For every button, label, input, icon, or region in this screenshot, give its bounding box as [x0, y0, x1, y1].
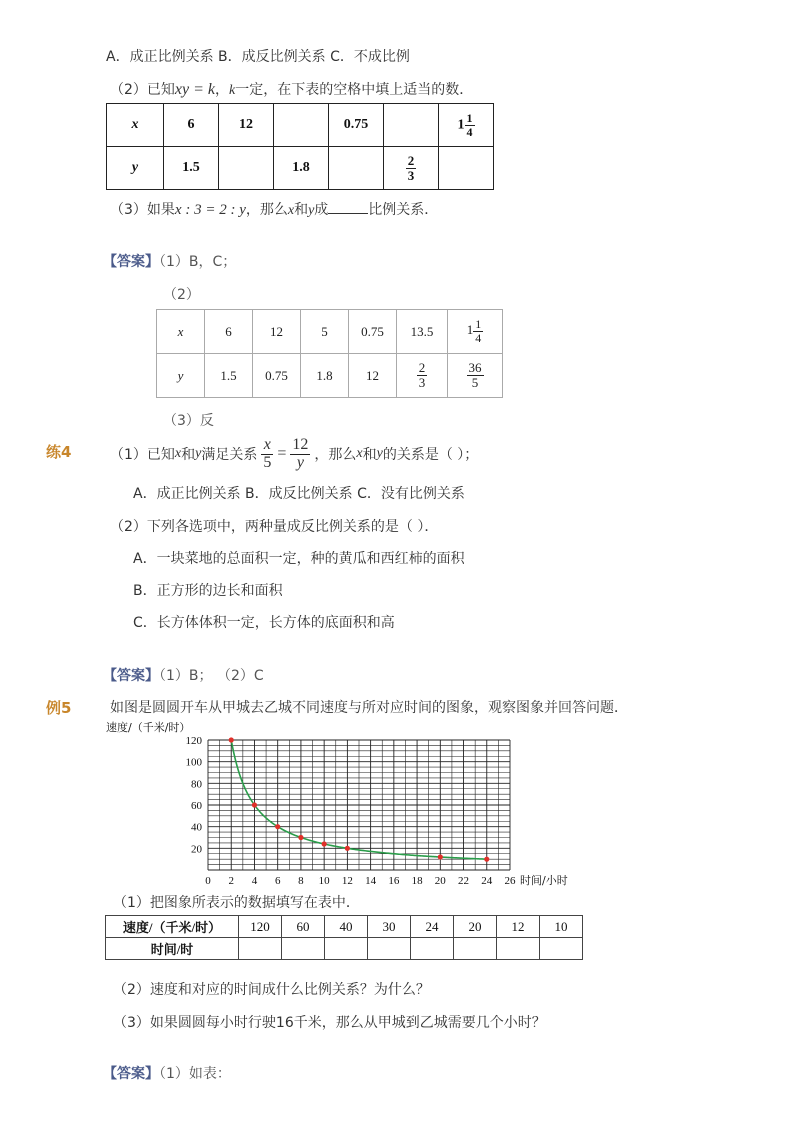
x-tick-label: 6: [274, 875, 281, 887]
x-tick-label: 26: [504, 875, 516, 887]
speed-cell: 40: [325, 916, 368, 938]
q3-formula: x : 3 = 2 : y: [174, 202, 246, 218]
q-table-x-cell: 12: [219, 104, 274, 147]
time-cell: [325, 938, 368, 960]
y-axis-title: 速度/（千米/时）: [106, 721, 191, 734]
li5-q3: （3）如果圆圆每小时行驶16千米，那么从甲城到乙城需要几个小时？: [113, 1015, 546, 1031]
data-point: [229, 737, 234, 742]
a-table-x-cell: 12: [253, 310, 301, 354]
speed-cell: 30: [368, 916, 411, 938]
time-cell: [540, 938, 583, 960]
answer-1: [103, 251, 236, 271]
lian4-q2-b: B．正方形的边长和面积: [133, 583, 283, 599]
a-table-y-fraction: $\frac{36}{5}$: [448, 354, 503, 398]
a-table-y-cell: 1.5: [205, 354, 253, 398]
q-table-y-cell: [439, 147, 494, 190]
q2-line: （2）已知xy = k，k一定，在下表的空格中填上适当的数．: [110, 81, 474, 98]
li5-q1: （1）把图象所表示的数据填写在表中．: [113, 895, 360, 911]
fraction-12-over-y: $\frac{12}{y}$: [292, 435, 309, 471]
y-tick-label: 60: [191, 800, 202, 812]
time-cell: [411, 938, 454, 960]
x-tick-label: 20: [434, 875, 446, 887]
q3-blank: [328, 201, 368, 214]
a-table-x-mixed-fraction: 1 $\frac{1}{4}$: [448, 310, 503, 354]
answer-1-part1: （1）B，C；: [159, 254, 237, 270]
lian4-label: 练4: [46, 443, 72, 461]
a-table-x-cell: 6: [205, 310, 253, 354]
x-tick-label: 10: [318, 875, 330, 887]
x-tick-label: 2: [228, 875, 234, 887]
q2-k: k: [229, 83, 236, 98]
a-table-y-label: y: [157, 354, 205, 398]
x-tick-label: 12: [341, 875, 353, 887]
q2-prefix: （2）已知: [110, 82, 175, 98]
lian4-q1-options: A．成正比例关系 B．成反比例关系 C．没有比例关系: [133, 486, 465, 502]
x-tick-label: 18: [411, 875, 423, 887]
answer-tag: 【答案】: [103, 1066, 159, 1082]
li5-answer: [103, 1063, 231, 1083]
speed-cell: 10: [540, 916, 583, 938]
x-tick-label: 24: [481, 875, 493, 887]
time-cell: [282, 938, 325, 960]
answer-table: [156, 309, 503, 398]
data-point: [252, 802, 257, 807]
data-point: [275, 824, 280, 829]
x-tick-label: 22: [458, 875, 470, 887]
lian4-q2-c: C．长方体体积一定，长方体的底面积和高: [133, 615, 395, 631]
speed-cell: 12: [497, 916, 540, 938]
answer-tag: 【答案】: [103, 254, 159, 270]
lian4-q2-a: A．一块菜地的总面积一定，种的黄瓜和西红柿的面积: [133, 551, 465, 567]
speed-cell: 120: [239, 916, 282, 938]
q3-line: （3）如果x : 3 = 2 : y，那么x和y成 比例关系．: [110, 202, 439, 218]
x-tick-label: 4: [251, 875, 258, 887]
speed-cell: 24: [411, 916, 454, 938]
q-table-y-cell: [219, 147, 274, 190]
data-point: [484, 857, 489, 862]
data-point: [298, 835, 303, 840]
data-point: [345, 846, 350, 851]
a-table-y-fraction: $\frac{2}{3}$: [397, 354, 448, 398]
x-axis-title: 时间/小时: [520, 874, 568, 887]
li5-label: 例5: [46, 699, 72, 717]
li5-q2: （2）速度和对应的时间成什么比例关系？为什么？: [113, 982, 430, 998]
x-tick-label: 0: [205, 875, 211, 887]
x-tick-label: 8: [298, 875, 304, 887]
question-table: [106, 103, 494, 190]
speed-row-label: 速度/（千米/时）: [106, 916, 239, 938]
answer-1-part3: （3）反: [163, 413, 214, 429]
y-tick-label: 40: [191, 821, 202, 834]
a-table-x-cell: 0.75: [349, 310, 397, 354]
q-table-y-cell: 1.5: [164, 147, 219, 190]
time-row-label: 时间/时: [106, 938, 239, 960]
a-table-y-cell: 0.75: [253, 354, 301, 398]
lian4-q2: （2）下列各选项中，两种量成反比例关系的是（ ）．: [110, 519, 439, 535]
data-point: [322, 841, 327, 846]
y-tick-label: 20: [191, 843, 202, 856]
speed-table: [105, 915, 583, 960]
q-table-x-label: x: [107, 104, 164, 147]
q-table-x-cell: 0.75: [329, 104, 384, 147]
q3-suffix: 比例关系．: [368, 202, 439, 218]
a-table-y-cell: 12: [349, 354, 397, 398]
a-table-y-cell: 1.8: [301, 354, 349, 398]
a-table-x-cell: 13.5: [397, 310, 448, 354]
x-tick-label: 14: [365, 875, 377, 887]
q-table-x-cell: 6: [164, 104, 219, 147]
lian4-q1: （1）已知 x 和 y 满足关系 $\frac{x}{5}$ = $\frac{12}{y}$ ，那么 x 和 y 的关系是（ ）；: [110, 435, 479, 471]
answer-tag: 【答案】: [103, 668, 159, 684]
speed-cell: 60: [282, 916, 325, 938]
time-cell: [454, 938, 497, 960]
data-point: [438, 854, 443, 859]
speed-cell: 20: [454, 916, 497, 938]
q-table-y-label: y: [107, 147, 164, 190]
q-table-x-cell: [274, 104, 329, 147]
lian4-answer-text: （1）B； （2）C: [159, 668, 264, 684]
q2-suffix: 一定，在下表的空格中填上适当的数．: [235, 82, 474, 98]
time-cell: [497, 938, 540, 960]
q3-prefix: （3）如果: [110, 202, 175, 218]
q-table-y-cell: 1.8: [274, 147, 329, 190]
li5-stem: 如图是圆圆开车从甲城去乙城不同速度与所对应时间的图象，观察图象并回答问题．: [110, 700, 628, 716]
y-tick-label: 80: [191, 778, 202, 791]
fraction-x-over-5: $\frac{x}{5}$: [263, 435, 272, 471]
q-table-y-cell: [329, 147, 384, 190]
q-table-y-fraction: $\frac{2}{3}$: [384, 147, 439, 190]
q2-formula: xy = k: [174, 81, 216, 98]
q1-options: A．成正比例关系 B．成反比例关系 C．不成比例: [106, 49, 410, 65]
time-cell: [368, 938, 411, 960]
y-tick-label: 100: [185, 756, 202, 769]
answer-1-part2: （2）: [163, 287, 200, 303]
q-table-x-cell: [384, 104, 439, 147]
speed-time-chart: [100, 718, 590, 890]
a-table-x-cell: 5: [301, 310, 349, 354]
time-cell: [239, 938, 282, 960]
q-table-x-mixed-fraction: 1 $\frac{1}{4}$: [439, 104, 494, 147]
lian4-answer: [103, 665, 264, 685]
a-table-x-label: x: [157, 310, 205, 354]
x-tick-label: 16: [388, 875, 400, 887]
li5-answer-text: （1）如表：: [159, 1066, 231, 1082]
y-tick-label: 120: [185, 735, 202, 747]
